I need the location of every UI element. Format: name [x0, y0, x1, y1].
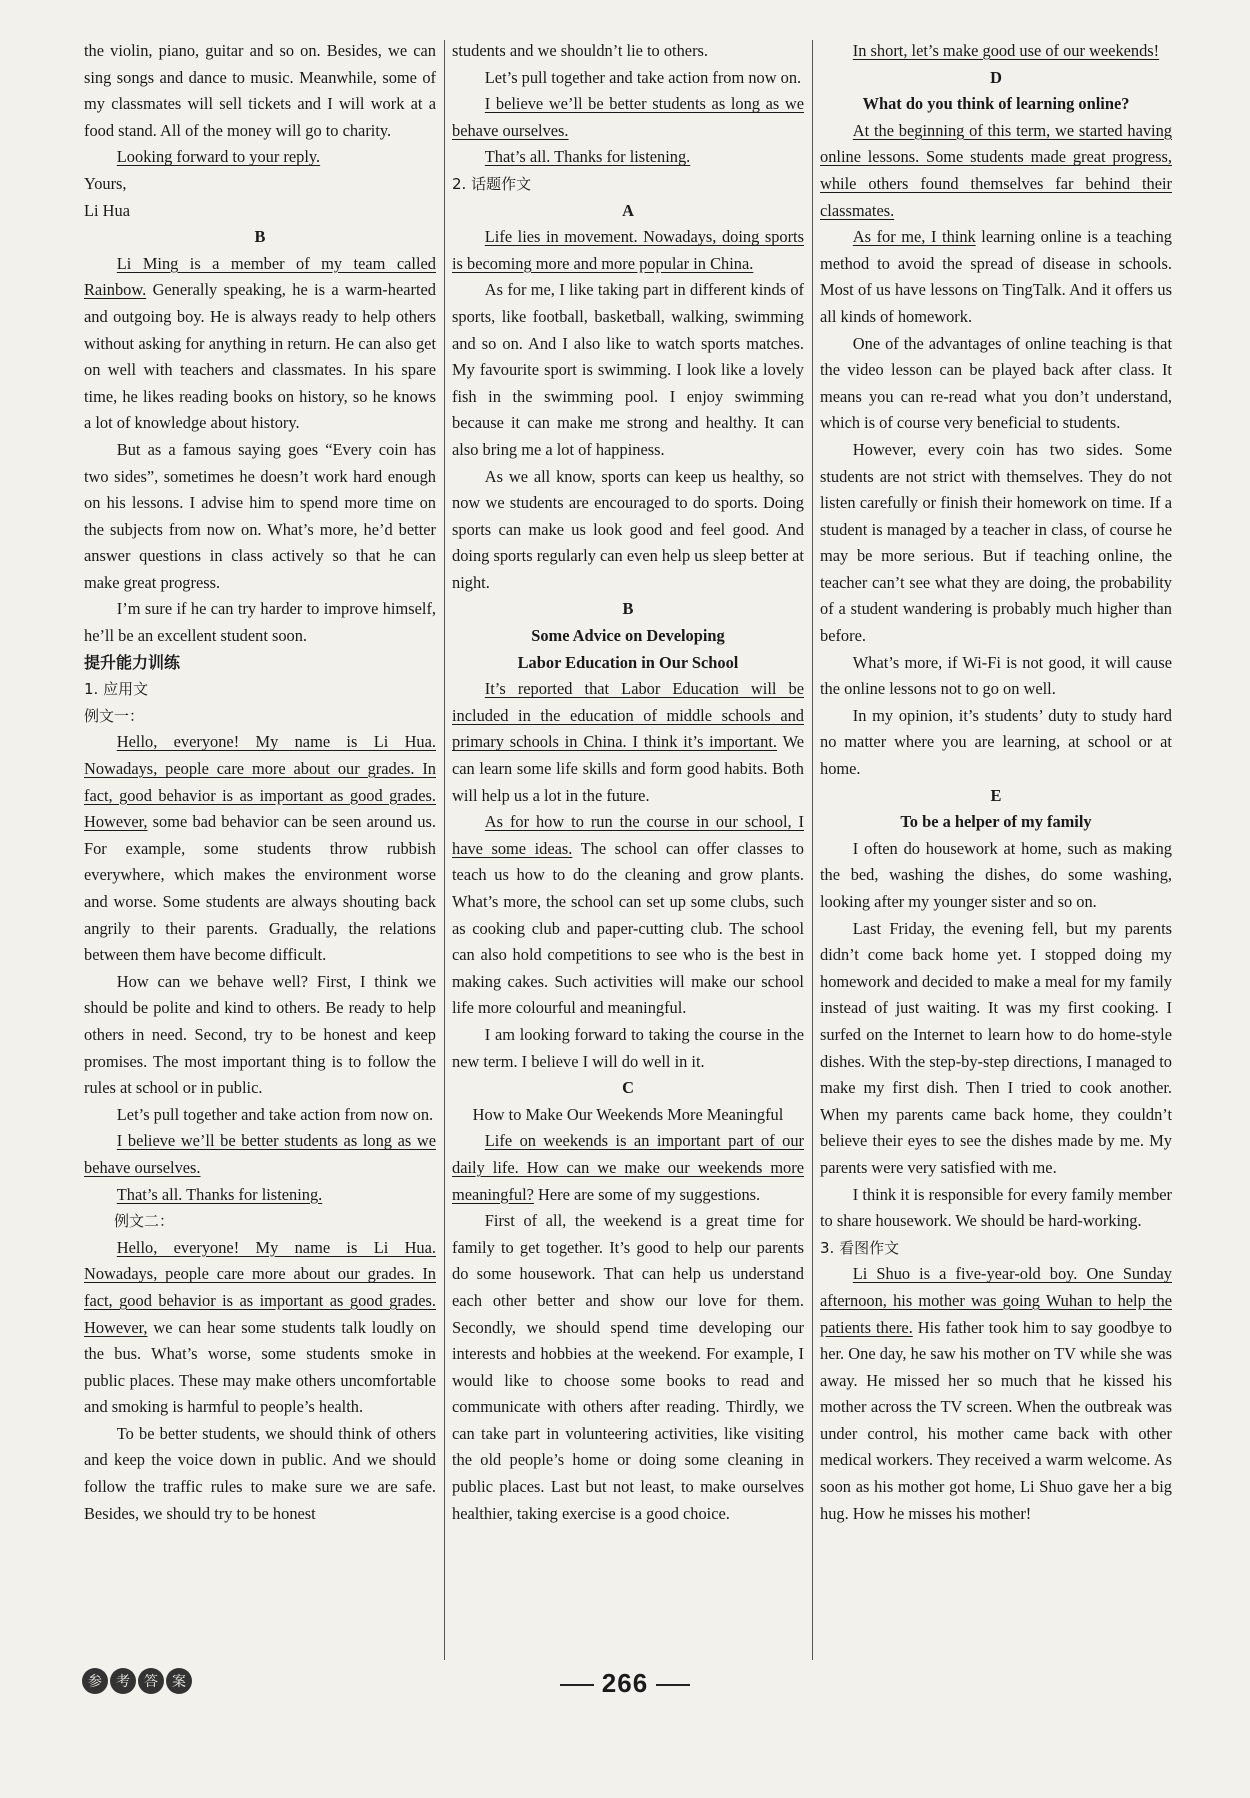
underlined-text: Looking forward to your reply. — [116, 147, 321, 167]
paragraph: I often do housework at home, such as making the bed, washing the dishes, do some washing, looking after my younger sister and so on. — [820, 838, 1172, 911]
stamp-char: 案 — [166, 1668, 192, 1694]
paragraph-text: we can hear some students talk loudly on the bus. What’s worse, some students smoke in public places. These may make others uncomfortable and smoking is harmful to people’s health. — [84, 1317, 436, 1417]
underlined-text: I believe we’ll be better students as long as we behave ourselves. — [84, 1131, 436, 1177]
underlined-text: Li Ming is a member of my team called Rainbow. — [84, 253, 436, 300]
paragraph: Last Friday, the evening fell, but my parents didn’t come back home yet. I stopped doing my homework and decided to make a meal for my family instead of just waiting. It was my first cooking. I surfed on the Internet to learn how to do home-style dishes. With the step-by-step directions, I managed to make my first dish. Then I tried to cook another. When my parents came back home, they couldn’t believe their eyes to see the dishes made by me. My parents were very satisfied with me. — [820, 918, 1172, 1177]
subsection-label: 3. 看图作文 — [820, 1238, 900, 1257]
paragraph: In my opinion, it’s students’ duty to study hard no matter where you are learning, at school or at home. — [820, 705, 1172, 779]
underlined-text: Life on weekends is an important part of our daily life. How can we make our weekends more meaningful? — [452, 1131, 804, 1204]
essay-letter: A — [622, 200, 634, 220]
paragraph-text: learning online is a teaching method to avoid the spread of disease in schools. Most of us have lessons on TingTalk. And it offers us all kinds of homework. — [820, 227, 1172, 326]
paragraph — [84, 1182, 436, 1209]
paragraph: One of the advantages of online teaching is that the video lesson can be played back after class. It means you can re-read what you don’t understand, which is of course very beneficial to students. — [820, 333, 1172, 433]
paragraph-text: Here are some of my suggestions. — [533, 1184, 761, 1204]
underlined-text: As for how to run the course in our school, I have some ideas. — [452, 812, 804, 858]
paragraph: What’s more, if Wi-Fi is not good, it will cause the online lessons not to go on well. — [820, 652, 1172, 699]
paragraph — [452, 676, 804, 809]
paragraph: students and we shouldn’t lie to others. — [452, 41, 708, 60]
section-heading: 提升能力训练 — [84, 652, 181, 672]
column-3 — [820, 38, 1172, 1527]
essay-letter: C — [622, 1078, 634, 1098]
column-1 — [84, 38, 436, 1527]
paragraph: However, every coin has two sides. Some students are not strict with themselves. They do not listen carefully or finish their homework on time. If a student is managed by a teacher in class, of course he may be more serious. But if teaching online, the teacher can’t see what they are doing, the probability of a student wandering is probably much higher than before. — [820, 439, 1172, 646]
underlined-text: Hello, everyone! My name is Li Hua. Nowadays, people care more about our grades. In fact, good behavior is as important as good grades. However, — [84, 1237, 436, 1337]
essay-letter: D — [990, 67, 1002, 87]
paragraph: As we all know, sports can keep us healthy, so now we students are encouraged to do sports. Doing sports can make us look good and feel good. And doing sports regularly can even help us sleep better at night. — [452, 466, 804, 592]
underlined-text: It’s reported that Labor Education will be included in the education of middle schools and primary schools in China. I think it’s important. — [452, 679, 804, 752]
paragraph — [820, 1261, 1172, 1527]
underlined-text: Life lies in movement. Nowadays, doing sports is becoming more and more popular in China. — [452, 227, 804, 273]
essay-title: Some Advice on Developing — [531, 626, 725, 646]
paragraph-text: Generally speaking, he is a warm-hearted and outgoing boy. He is always ready to help others without asking for anything in return. He can also get on well with teachers and classmates. In his spare time, he likes reading books on history, so he knows a lot of knowledge about history. — [84, 280, 436, 433]
letter-closing: Yours, — [84, 173, 127, 193]
underlined-text: Hello, everyone! My name is Li Hua. Nowadays, people care more about our grades. In fact, good behavior is as important as good grades. However, — [84, 732, 436, 832]
paragraph — [84, 1235, 436, 1421]
paragraph: How can we behave well? First, I think we should be polite and kind to others. Be ready to help others in need. Second, try to be honest and keep promises. The most important thing is to follow the rules at school or in public. — [84, 971, 436, 1098]
paragraph — [84, 251, 436, 437]
underlined-text: At the beginning of this term, we started having online lessons. Some students made great progress, while others found themselves far behind their classmates. — [820, 120, 1172, 220]
letter-signature: Li Hua — [84, 200, 130, 220]
paragraph — [452, 1128, 804, 1208]
paragraph — [452, 91, 804, 144]
paragraph: Let’s pull together and take action from now on. — [116, 1104, 434, 1124]
page-number: 266 — [601, 1668, 649, 1698]
underlined-text: As for me, I think — [852, 227, 976, 247]
column-divider — [812, 40, 813, 1660]
paragraph: I am looking forward to taking the course in the new term. I believe I will do well in it. — [452, 1024, 804, 1071]
paragraph — [820, 118, 1172, 224]
paragraph: As for me, I like taking part in different kinds of sports, like football, basketball, walking, swimming and so on. And I also like to watch sports matches. My favourite sport is swimming. I look like a lovely fish in the swimming pool. I enjoy swimming because it can make me strong and healthy. It can also bring me a lot of happiness. — [452, 280, 804, 459]
stamp-char: 答 — [138, 1668, 164, 1694]
paragraph — [452, 224, 804, 277]
example-label: 例文二： — [114, 1212, 175, 1231]
paragraph: the violin, piano, guitar and so on. Besides, we can sing songs and dance to music. Meanwhile, some of my classmates will sell tickets and I will work at a food stand. All of the money will go to charity. — [84, 41, 436, 140]
paragraph: To be better students, we should think of others and keep the voice down in public. And we should follow the traffic rules to make sure we are safe. Besides, we should try to be honest — [84, 1423, 436, 1523]
essay-title: What do you think of learning online? — [862, 94, 1130, 114]
paragraph: I think it is responsible for every family member to share housework. We should be hard-working. — [820, 1184, 1172, 1231]
underlined-text: In short, let’s make good use of our weekends! — [852, 41, 1160, 60]
paragraph — [84, 1128, 436, 1181]
essay-title: Labor Education in Our School — [517, 652, 739, 672]
paragraph — [452, 809, 804, 1022]
paragraph-text: We can learn some life skills and form good habits. Both will help us a lot in the future. — [452, 732, 804, 805]
paragraph: Let’s pull together and take action from now on. — [484, 67, 802, 87]
paragraph-text: His father took him to say goodbye to her. One day, he saw his mother on TV while she was away. He missed her so much that he kissed his mother across the TV screen. When the outbreak was under control, his mother came back with other medical workers. They received a warm welcome. As soon as his mother got home, Li Shuo gave her a big hug. How he misses his mother! — [820, 1317, 1172, 1523]
essay-title: To be a helper of my family — [900, 812, 1092, 832]
page-number-block — [545, 1668, 705, 1699]
paragraph — [84, 729, 436, 968]
column-divider — [444, 40, 445, 1660]
underlined-text: That’s all. Thanks for listening. — [116, 1184, 323, 1204]
essay-title: How to Make Our Weekends More Meaningful — [472, 1104, 784, 1124]
paragraph — [84, 144, 436, 171]
essay-letter: E — [990, 785, 1002, 805]
subsection-label: 2. 话题作文 — [452, 174, 532, 193]
column-2 — [452, 38, 804, 1527]
stamp-char: 考 — [110, 1668, 136, 1694]
underlined-text: I believe we’ll be better students as long as we behave ourselves. — [452, 94, 804, 140]
underlined-text: That’s all. Thanks for listening. — [484, 147, 691, 167]
page-number-dash — [656, 1684, 690, 1686]
essay-letter: B — [254, 227, 266, 247]
underlined-text: Li Shuo is a five-year-old boy. One Sunday afternoon, his mother was going Wuhan to help the patients there. — [820, 1264, 1172, 1337]
paragraph — [820, 38, 1172, 65]
essay-letter: B — [622, 599, 634, 619]
paragraph: I’m sure if he can try harder to improve himself, he’ll be an excellent student soon. — [84, 599, 436, 646]
paragraph-text: The school can offer classes to teach us how to do the cleaning and grow plants. What’s more, the school can set up some clubs, such as cooking club and paper-cutting club. The school can also hold competitions to see who is the best in making cakes. Such activities will make our school life more colourful and meaningful. — [452, 838, 805, 1018]
example-label: 例文一： — [84, 706, 145, 725]
page-number-dash — [560, 1684, 594, 1686]
stamp-char: 参 — [82, 1668, 108, 1694]
paragraph-text: some bad behavior can be seen around us. For example, some students throw rubbish everywhere, which makes the environment worse and worse. Some students are always shouting back angrily to their parents. Gradually, the relations between them have become difficult. — [84, 812, 436, 965]
paragraph — [820, 224, 1172, 330]
paragraph — [452, 144, 804, 171]
subsection-label: 1. 应用文 — [84, 680, 149, 699]
paragraph: But as a famous saying goes “Every coin has two sides”, sometimes he doesn’t work hard enough on his lessons. I advise him to spend more time on the subjects from now on. What’s more, he’d better answer questions in class actively so that he can make great progress. — [84, 439, 436, 592]
paragraph: First of all, the weekend is a great time for family to get together. It’s good to help our parents do some housework. That can help us understand each other better and show our love for them. Secondly, we should spend time developing our interests and hobbies at the weekend. For example, I would like to choose some books to read and communicate with others after reading. Thirdly, we can take part in volunteering activities, like visiting the old people’s home or doing some cleaning in public places. Last but not least, to make ourselves healthier, taking exercise is a good choice. — [452, 1211, 804, 1523]
answer-key-stamp — [82, 1668, 194, 1698]
